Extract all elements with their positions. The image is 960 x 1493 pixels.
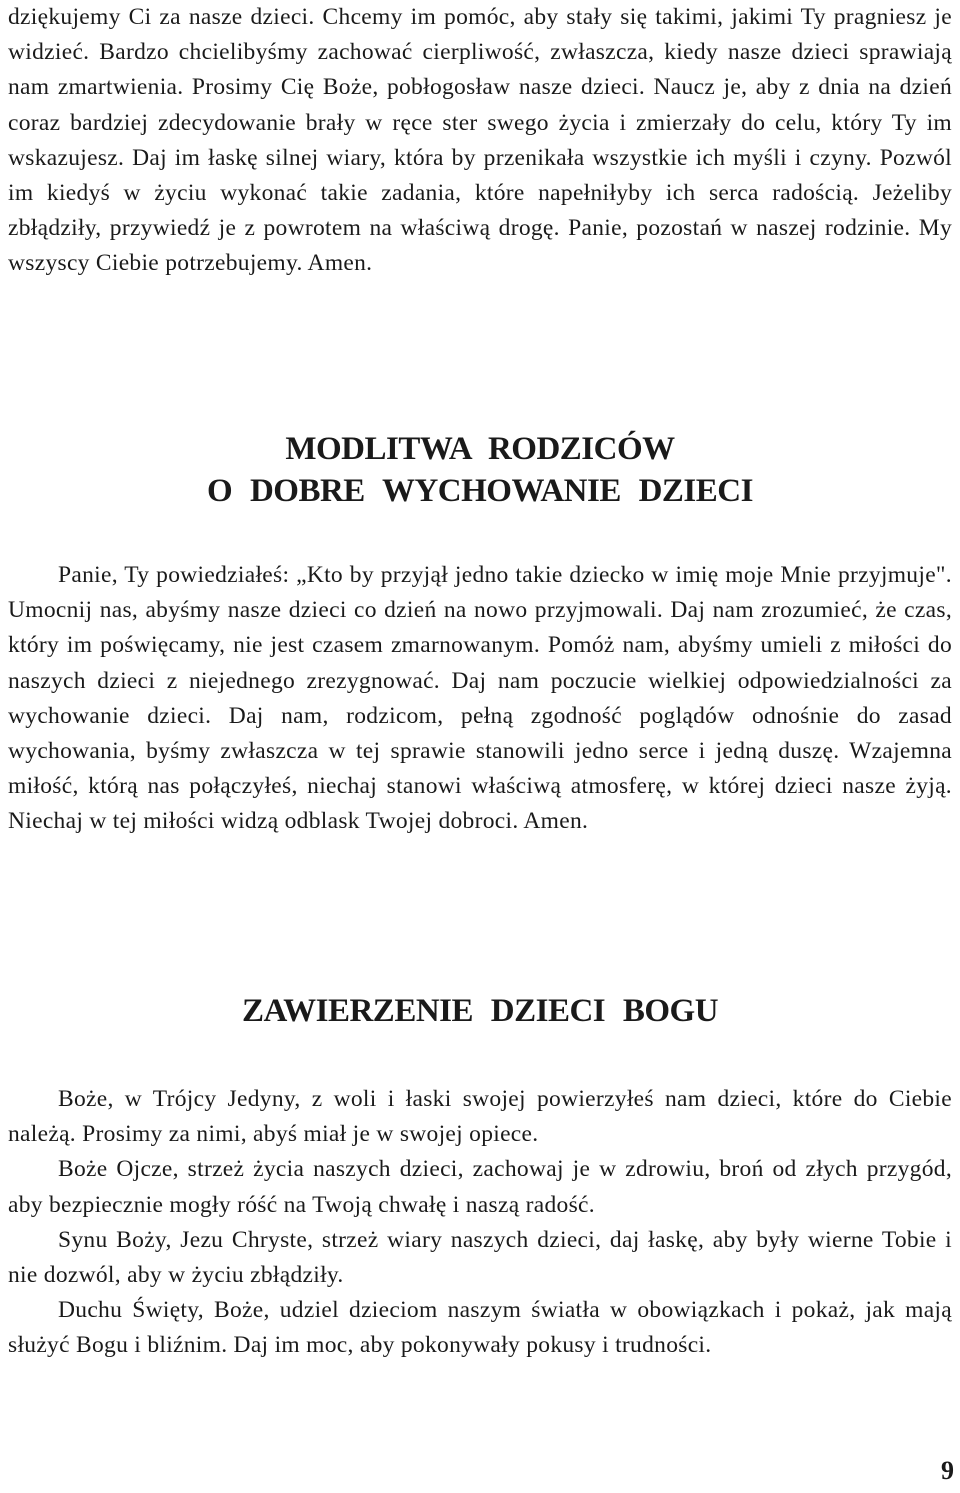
entrusting-paragraph-son: Synu Boży, Jezu Chryste, strzeż wiary naszych dzieci, daj łaskę, aby były wierne Tobie i nie dozwól, aby w życiu zbłądziły. xyxy=(8,1226,952,1289)
section-title-entrusting-children: ZAWIERZENIE DZIECI BOGU xyxy=(241,993,719,1029)
section-title-parents-prayer xyxy=(8,428,952,512)
prayer-continuation-paragraph: dziękujemy Ci za nasze dzieci. Chcemy im pomóc, aby stały się takimi, jakimi Ty pragniesz je widzieć. Bardzo chcielibyśmy zachować cierpliwość, zwłaszcza, kiedy nasze dzieci sprawiają nam zmartwienia. Prosimy Cię Boże, pobłogosław nasze dzieci. Naucz je, aby z dnia na dzień coraz bardziej zdecydowanie brały w ręce ster swego życia i zmierzały do celu, który Ty im wskazujesz. Daj im łaskę silnej wiary, która by przenikała wszystkie ich myśli i czyny. Pozwól im kiedyś w życiu wykonać takie zadania, które napełniłyby ich serca radością. Jeżeliby zbłądziły, przywiedź je z powrotem na właściwą drogę. Panie, pozostań w naszej rodzinie. My wszyscy Ciebie potrzebujemy. Amen. xyxy=(8,4,952,277)
page-number: 9 xyxy=(941,1456,954,1485)
entrusting-paragraph-trinity: Boże, w Trójcy Jedyny, z woli i łaski swojej powierzyłeś nam dzieci, które do Ciebie należą. Prosimy za nimi, abyś miał je w swojej opiece. xyxy=(8,1086,952,1148)
entrusting-prayer-body xyxy=(8,1082,952,1364)
title-line-1: MODLITWA RODZICÓW xyxy=(285,431,675,467)
title-line-2: O DOBRE WYCHOWANIE DZIECI xyxy=(207,473,753,509)
parents-prayer-paragraph: Panie, Ty powiedziałeś: „Kto by przyjął jedno takie dziecko w imię moje Mnie przyjmuje". Umocnij nas, abyśmy nasze dzieci co dzień na nowo przyjmowali. Daj nam zrozumieć, że czas, który im poświęcamy, nie jest czasem zmarnowanym. Pomóż nam, abyśmy umieli z miłości do naszych dzieci z niejednego zrezygnować. Daj nam poczucie wielkiej odpowiedzialności za wychowanie dzieci. Daj nam, rodzicom, pełną zgodność poglądów odnośnie do zasad wychowania, byśmy zwłaszcza w tej sprawie stanowili jedno serce i jedną duszę. Wzajemna miłość, którą nas połączyłeś, niechaj stanowi właściwą atmosferę, w której dzieci nasze żyją. Niechaj w tej miłości widzą odblask Twojej dobroci. Amen. xyxy=(8,562,952,835)
entrusting-paragraph-father: Boże Ojcze, strzeż życia naszych dzieci, zachowaj je w zdrowiu, broń od złych przygód, aby bezpiecznie mogły róść na Twoją chwałę i naszą radość. xyxy=(8,1156,952,1218)
entrusting-paragraph-spirit: Duchu Święty, Boże, udziel dzieciom naszym światła w obowiązkach i pokaż, jak mają służyć Bogu i bliźnim. Daj im moc, aby pokonywały pokusy i trudności. xyxy=(8,1297,952,1359)
